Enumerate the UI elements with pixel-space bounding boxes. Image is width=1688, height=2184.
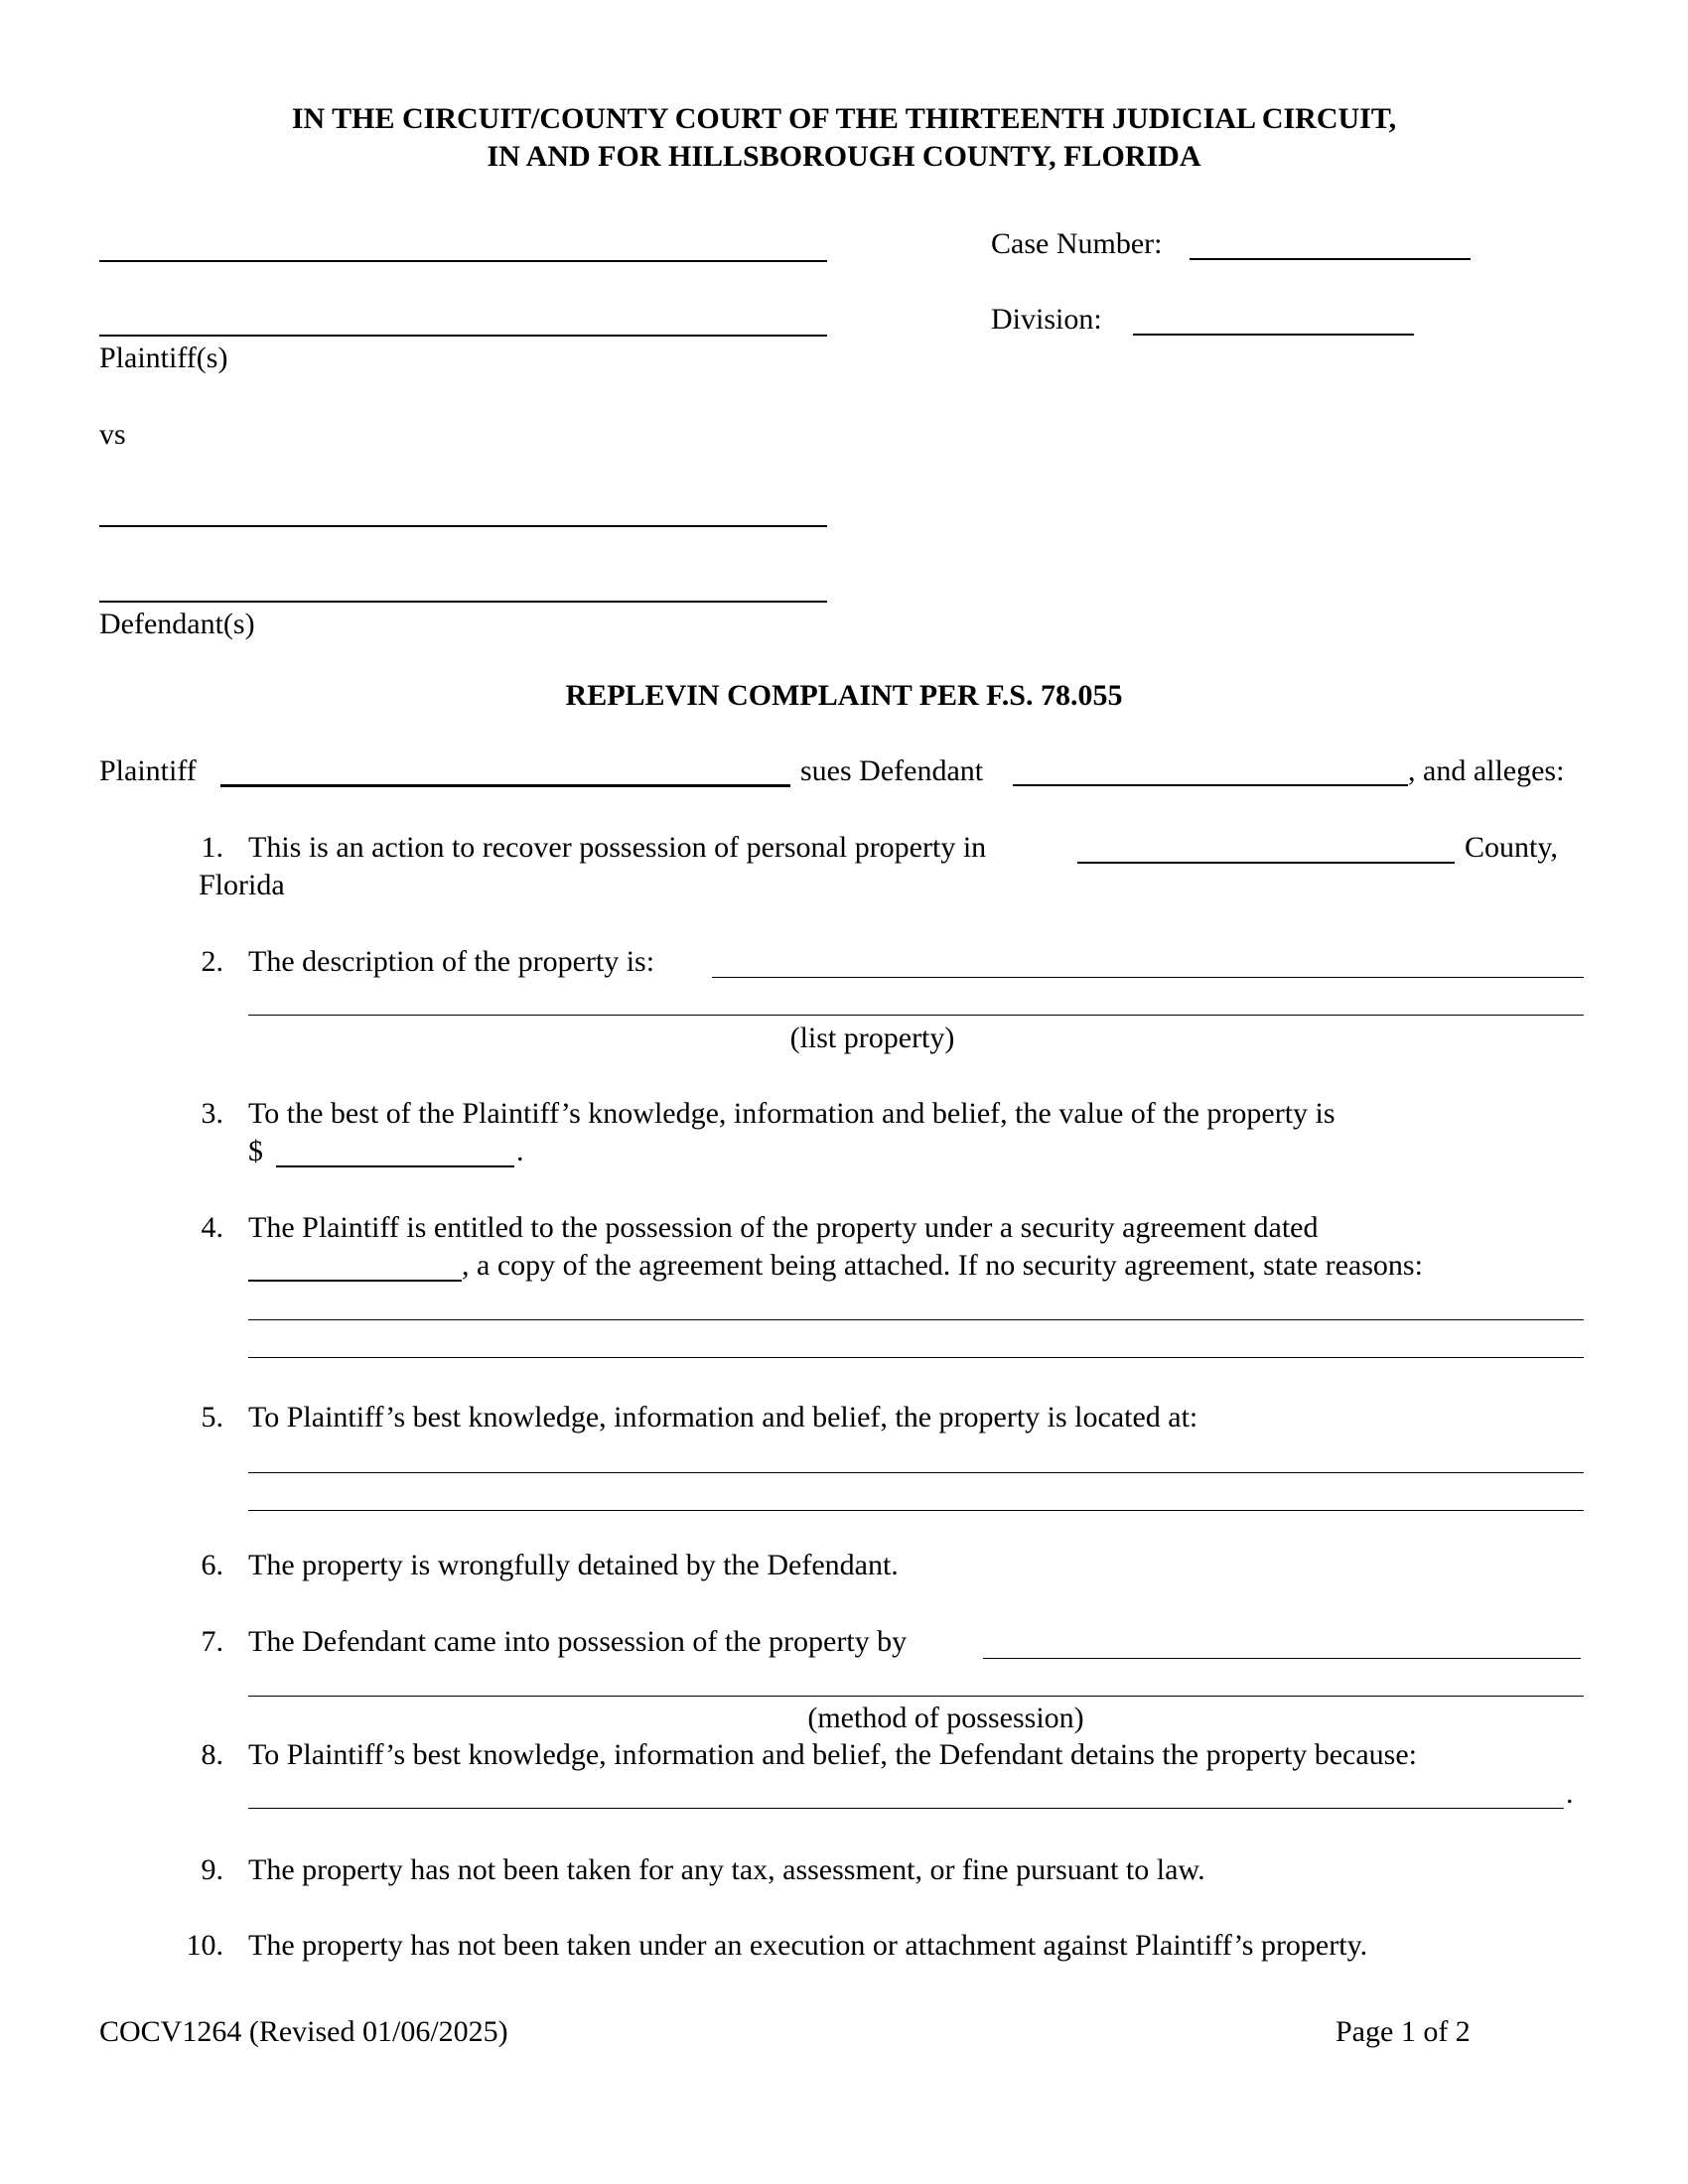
document-title: REPLEVIN COMPLAINT PER F.S. 78.055 — [565, 679, 1123, 712]
footer-page-number: Page 1 of 2 — [1336, 2015, 1471, 2048]
item-3-period: . — [516, 1135, 524, 1167]
item-4-reasons-field-1[interactable] — [248, 1319, 1584, 1320]
item-3-number: 3. — [201, 1097, 223, 1130]
item-8-period: . — [1566, 1777, 1574, 1810]
item-5-location-field-1[interactable] — [248, 1472, 1584, 1473]
item-3-value-field[interactable] — [276, 1165, 514, 1167]
defendant-name-line-2[interactable] — [99, 601, 827, 603]
division-label: Division: — [991, 303, 1102, 336]
division-field[interactable] — [1133, 334, 1414, 336]
item-5-number: 5. — [201, 1401, 223, 1433]
item-7-text: The Defendant came into possession of the property by — [248, 1625, 908, 1658]
item-2-number: 2. — [201, 945, 223, 978]
case-number-label: Case Number: — [991, 227, 1163, 260]
defendants-label: Defendant(s) — [99, 608, 255, 640]
item-7-method-field-1[interactable] — [983, 1658, 1581, 1659]
item-10-number: 10. — [186, 1929, 223, 1962]
plaintiff-name-line-2[interactable] — [99, 335, 827, 337]
plaintiff-name-line-1[interactable] — [99, 260, 827, 262]
item-9-number: 9. — [201, 1853, 223, 1886]
item-5-location-field-2[interactable] — [248, 1510, 1584, 1511]
item-2-property-field-2[interactable] — [248, 1015, 1584, 1016]
intro-and-alleges-label: , and alleges: — [1408, 754, 1565, 787]
item-1-number: 1. — [201, 831, 223, 864]
intro-defendant-field[interactable] — [1013, 784, 1408, 786]
item-4-text: The Plaintiff is entitled to the possession of the property under a security agreement dated — [248, 1211, 1319, 1244]
item-4-number: 4. — [201, 1211, 223, 1244]
plaintiffs-label: Plaintiff(s) — [99, 341, 228, 374]
item-2-caption: (list property) — [789, 1022, 955, 1054]
item-7-number: 7. — [201, 1625, 223, 1658]
item-1-florida: Florida — [199, 869, 285, 901]
item-9-text: The property has not been taken for any tax, assessment, or fine pursuant to law. — [248, 1853, 1205, 1886]
footer-form-id: COCV1264 (Revised 01/06/2025) — [99, 2015, 508, 2048]
item-6-text: The property is wrongfully detained by the Defendant. — [248, 1549, 899, 1581]
item-1-county-field[interactable] — [1077, 862, 1455, 864]
item-1-county-label: County, — [1465, 831, 1558, 864]
intro-plaintiff-field[interactable] — [220, 784, 790, 787]
item-6-number: 6. — [201, 1549, 223, 1581]
item-2-text: The description of the property is: — [248, 945, 655, 978]
item-3-dollar: $ — [248, 1135, 263, 1167]
intro-plaintiff-label: Plaintiff — [99, 754, 197, 787]
item-10-text: The property has not been taken under an execution or attachment against Plaintiff’s property. — [248, 1929, 1368, 1962]
intro-sues-defendant-label: sues Defendant — [800, 754, 984, 787]
item-3-text: To the best of the Plaintiff’s knowledge, information and belief, the value of the property is — [248, 1097, 1336, 1130]
item-8-text: To Plaintiff’s best knowledge, information and belief, the Defendant detains the property because: — [248, 1738, 1417, 1771]
item-5-text: To Plaintiff’s best knowledge, information and belief, the property is located at: — [248, 1401, 1198, 1433]
item-4-text-line2: , a copy of the agreement being attached. If no security agreement, state reasons: — [462, 1249, 1423, 1282]
item-1-text: This is an action to recover possession of personal property in — [248, 831, 987, 864]
item-7-caption: (method of possession) — [807, 1702, 1084, 1734]
court-heading-line1: IN THE CIRCUIT/COUNTY COURT OF THE THIRTEENTH JUDICIAL CIRCUIT, — [291, 102, 1397, 135]
defendant-name-line-1[interactable] — [99, 525, 827, 527]
vs-label: vs — [99, 418, 126, 451]
item-4-reasons-field-2[interactable] — [248, 1357, 1584, 1358]
item-2-property-field-1[interactable] — [712, 977, 1584, 978]
court-heading-line2: IN AND FOR HILLSBOROUGH COUNTY, FLORIDA — [487, 140, 1201, 173]
item-8-number: 8. — [201, 1738, 223, 1771]
item-8-reason-field[interactable] — [248, 1808, 1564, 1809]
item-4-date-field[interactable] — [248, 1280, 462, 1282]
case-number-field[interactable] — [1190, 258, 1471, 260]
item-7-method-field-2[interactable] — [248, 1696, 1584, 1697]
